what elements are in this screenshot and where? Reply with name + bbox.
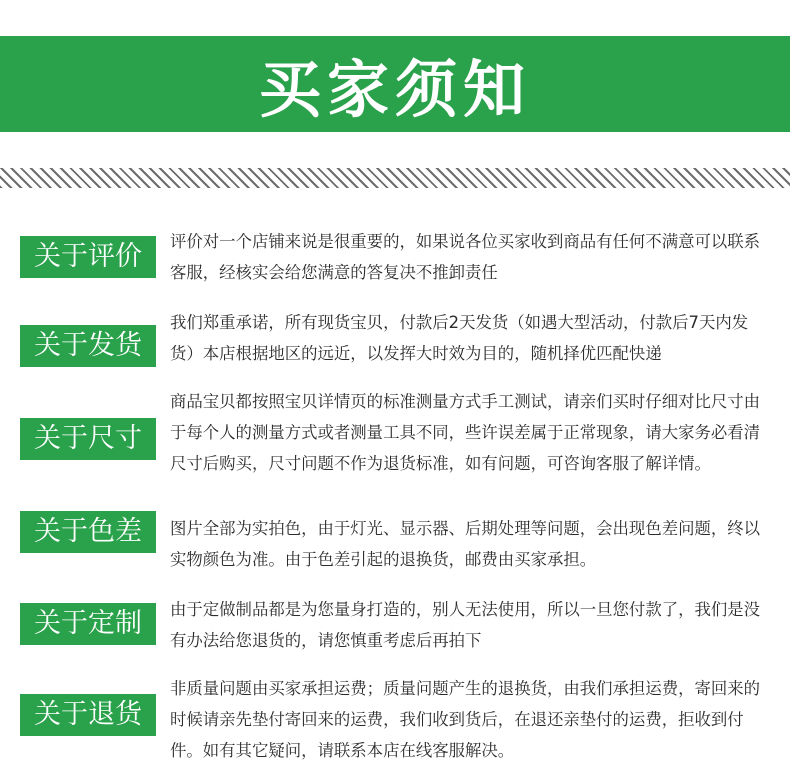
- section-label-shipping: 关于发货: [20, 325, 156, 367]
- section-text-color: 图片全部为实拍色，由于灯光、显示器、后期处理等问题，会出现色差问题，终以实物颜色为准。由于色差引起的退换货，邮费由买家承担。: [170, 519, 761, 569]
- section-text-custom: 由于定做制品都是为您量身打造的，别人无法使用，所以一旦您付款了，我们是没有办法给您退货的，请您慎重考虑后再拍下: [170, 600, 761, 650]
- section-label-custom: 关于定制: [20, 603, 156, 645]
- section-text-size: 商品宝贝都按照宝贝详情页的标准测量方式手工测试，请亲们买时仔细对比尺寸由于每个人的测量方式或者测量工具不同，些许误差属于正常现象，请大家务必看清尺寸后购买，尺寸问题不作为退货标准，如有问题，可咨询客服了解详情。: [170, 392, 761, 473]
- header-banner: [0, 36, 790, 132]
- hatched-divider: [0, 168, 790, 188]
- section-text-return: 非质量问题由买家承担运费；质量问题产生的退换货，由我们承担运费，寄回来的时候请亲先垫付寄回来的运费，我们收到货后，在退还亲垫付的运费，拒收到付件。如有其它疑问，请联系本店在线客服解决。: [170, 679, 761, 760]
- section-label-size: 关于尺寸: [20, 418, 156, 460]
- section-label-color: 关于色差: [20, 511, 156, 553]
- section-text-shipping: 我们郑重承诺，所有现货宝贝，付款后2天发货（如遇大型活动，付款后7天内发货）本店根据地区的远近，以发挥大时效为目的，随机择优匹配快递: [170, 313, 749, 363]
- section-text-review: 评价对一个店铺来说是很重要的，如果说各位买家收到商品有任何不满意可以联系客服，经核实会给您满意的答复决不推卸责任: [170, 232, 761, 282]
- section-label-return: 关于退货: [20, 694, 156, 736]
- page-title: 买家须知: [258, 52, 531, 126]
- section-label-review: 关于评价: [20, 236, 156, 278]
